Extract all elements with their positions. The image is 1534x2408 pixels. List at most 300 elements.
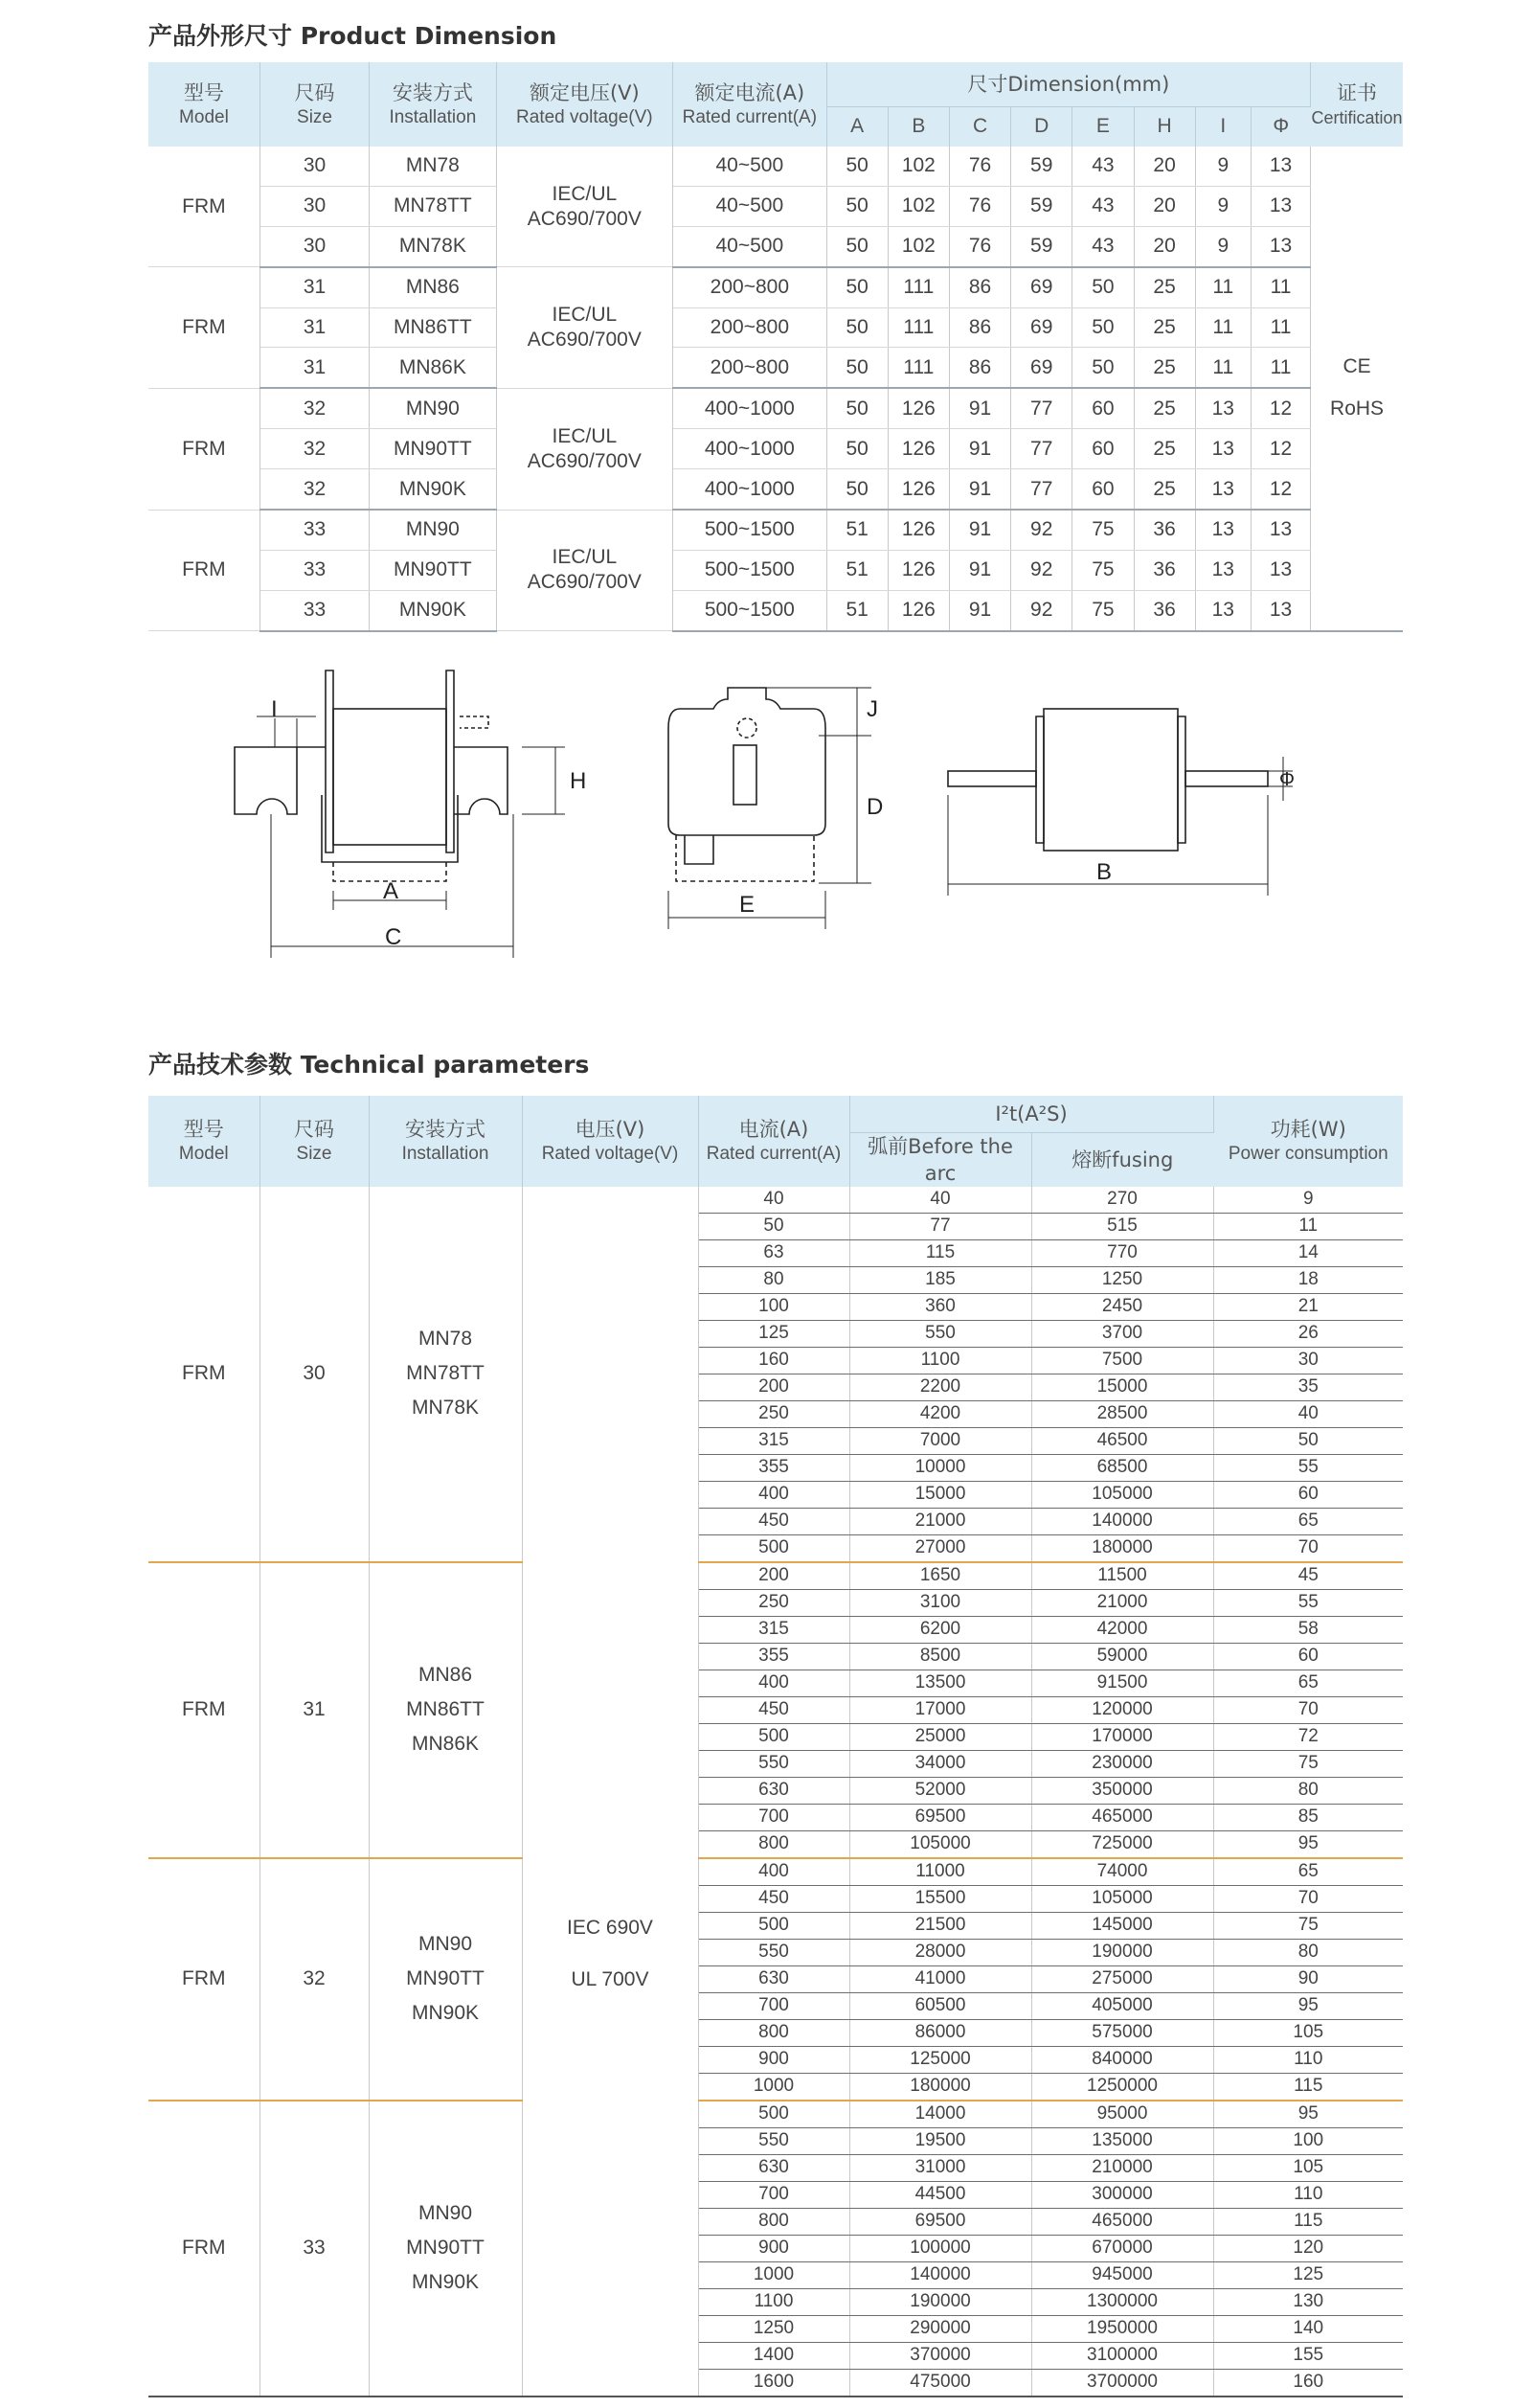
cell-power: 85 [1213,1804,1403,1830]
cell-installation [369,1858,522,2101]
cell-power: 125 [1213,2261,1403,2288]
cell-dimension: 9 [1195,226,1251,266]
tech-col-i2t: I²t(A²S) [849,1096,1213,1132]
cell-current: 800 [698,2019,849,2046]
cell-current: 315 [698,1616,849,1643]
cell-dimension: 11 [1251,348,1310,388]
cell-size: 33 [259,590,369,630]
cell-power: 115 [1213,2208,1403,2235]
cell-before-arc: 105000 [849,1830,1031,1858]
cell-dimension: 36 [1134,590,1195,630]
cell-current: 400 [698,1481,849,1508]
cell-power: 18 [1213,1266,1403,1293]
cell-fusing: 670000 [1031,2235,1213,2261]
cell-power: 55 [1213,1589,1403,1616]
left-flange-left [326,670,333,852]
cell-dimension: 69 [1011,267,1072,307]
cell-before-arc: 60500 [849,1992,1031,2019]
cell-certification [1311,147,1403,631]
cell-fusing: 105000 [1031,1481,1213,1508]
cell-current: 700 [698,1992,849,2019]
cell-before-arc: 180000 [849,2073,1031,2101]
installation-type: MN86K [411,1733,480,1755]
cell-before-arc: 7000 [849,1427,1031,1454]
installation-type: MN86TT [406,1698,485,1720]
cell-model: FRM [148,147,259,267]
cell-power: 55 [1213,1454,1403,1481]
cell-dimension: 50 [826,469,888,510]
cell-dimension: 126 [888,550,949,590]
cell-size: 30 [259,186,369,226]
cell-fusing: 95000 [1031,2101,1213,2128]
voltage-line: AC690/700V [527,207,642,230]
cell-fusing: 515 [1031,1213,1213,1239]
tech-col-size: 尺码 Size [259,1096,369,1187]
cell-before-arc: 125000 [849,2046,1031,2073]
cell-rated-voltage [496,267,673,389]
cell-dimension: 43 [1072,147,1134,186]
cell-installation: MN90K [370,590,496,630]
tech-col-current: 电流(A) Rated current(A) [698,1096,849,1187]
cell-dimension: 102 [888,147,949,186]
cell-size: 33 [259,550,369,590]
table-row [148,147,1403,186]
cell-power: 80 [1213,1777,1403,1804]
cell-dimension: 13 [1195,429,1251,469]
voltage-line: IEC/UL [552,546,618,569]
label-a: A [383,878,399,904]
cell-dimension: 75 [1072,550,1134,590]
cell-rated-current: 500~1500 [673,590,826,630]
cell-current: 500 [698,1534,849,1562]
cell-dimension: 51 [826,510,888,550]
col-dim-i: I [1195,106,1251,147]
cell-dimension: 13 [1251,226,1310,266]
cell-dimension: 91 [949,469,1010,510]
cell-rated-current: 500~1500 [673,510,826,550]
installation-type: MN78TT [406,1362,485,1384]
cell-fusing: 42000 [1031,1616,1213,1643]
cell-current: 550 [698,1750,849,1777]
cell-rated-current: 400~1000 [673,469,826,510]
cell-before-arc: 69500 [849,1804,1031,1830]
cell-before-arc: 44500 [849,2181,1031,2208]
cell-installation: MN90TT [370,429,496,469]
cell-dimension: 50 [826,429,888,469]
cell-dimension: 126 [888,590,949,630]
cell-dimension: 20 [1134,186,1195,226]
cell-current: 630 [698,1777,849,1804]
voltage-line: AC690/700V [527,329,642,351]
col-dim-phi: Φ [1251,106,1310,147]
cell-dimension: 12 [1251,429,1310,469]
cell-power: 95 [1213,1830,1403,1858]
installation-type: MN90TT [406,1967,485,1989]
cell-power: 65 [1213,1670,1403,1696]
cell-current: 1000 [698,2073,849,2101]
cell-dimension: 51 [826,590,888,630]
cell-power: 75 [1213,1750,1403,1777]
cell-dimension: 91 [949,550,1010,590]
cell-fusing: 170000 [1031,1723,1213,1750]
cell-installation: MN90TT [370,550,496,590]
cell-installation: MN90 [370,510,496,550]
cell-dimension: 69 [1011,348,1072,388]
cell-current: 40 [698,1187,849,1214]
cell-fusing: 350000 [1031,1777,1213,1804]
cell-dimension: 12 [1251,469,1310,510]
cell-dimension: 36 [1134,510,1195,550]
cell-model: FRM [148,510,259,631]
cell-installation: MN78K [370,226,496,266]
cell-before-arc: 290000 [849,2315,1031,2342]
col-dim-d: D [1011,106,1072,147]
right-terminal-left [948,771,1036,786]
cell-current: 630 [698,1965,849,1992]
cell-dimension: 126 [888,429,949,469]
cell-dimension: 11 [1195,267,1251,307]
cell-dimension: 75 [1072,510,1134,550]
col-rated-voltage: 额定电压(V) Rated voltage(V) [496,62,673,147]
cell-dimension: 13 [1195,510,1251,550]
cell-power: 72 [1213,1723,1403,1750]
cell-model: FRM [148,1562,259,1858]
cell-size: 30 [259,1187,369,1562]
cell-dimension: 43 [1072,226,1134,266]
cell-power: 14 [1213,1239,1403,1266]
cell-current: 315 [698,1427,849,1454]
cell-current: 550 [698,2127,849,2154]
table-row [148,429,1403,469]
cell-before-arc: 8500 [849,1643,1031,1670]
cell-installation: MN90K [370,469,496,510]
cell-model: FRM [148,1858,259,2101]
cell-power: 65 [1213,1858,1403,1886]
cell-current: 355 [698,1643,849,1670]
voltage-line: IEC/UL [552,182,618,205]
cell-dimension: 13 [1251,186,1310,226]
table-row [148,388,1403,428]
cell-current: 100 [698,1293,849,1320]
cell-current: 450 [698,1696,849,1723]
cell-dimension: 51 [826,550,888,590]
cell-rated-voltage [496,147,673,267]
cell-power: 110 [1213,2046,1403,2073]
cell-power: 120 [1213,2235,1403,2261]
cell-before-arc: 25000 [849,1723,1031,1750]
cell-power: 80 [1213,1939,1403,1965]
cell-power: 105 [1213,2019,1403,2046]
right-body [1044,709,1178,851]
cell-before-arc: 34000 [849,1750,1031,1777]
cell-installation [369,1562,522,1858]
cell-current: 1100 [698,2288,849,2315]
cell-dimension: 77 [1011,469,1072,510]
cell-dimension: 20 [1134,226,1195,266]
cell-before-arc: 6200 [849,1616,1031,1643]
cell-fusing: 3100000 [1031,2342,1213,2369]
col-dim-a: A [826,106,888,147]
cell-rated-current: 400~1000 [673,388,826,428]
cell-fusing: 575000 [1031,2019,1213,2046]
cell-fusing: 3700 [1031,1320,1213,1347]
cell-dimension: 11 [1251,307,1310,348]
cell-power: 70 [1213,1696,1403,1723]
table-row [148,550,1403,590]
cell-rated-voltage [496,388,673,510]
cell-before-arc: 28000 [849,1939,1031,1965]
cell-dimension: 50 [1072,348,1134,388]
col-dimension-group: 尺寸Dimension(mm) [826,62,1311,106]
cell-size: 30 [259,147,369,186]
table-row [148,267,1403,307]
cell-before-arc: 15500 [849,1885,1031,1912]
cell-power: 65 [1213,1508,1403,1534]
cell-dimension: 59 [1011,186,1072,226]
cell-power: 70 [1213,1534,1403,1562]
cell-current: 630 [698,2154,849,2181]
cell-before-arc: 69500 [849,2208,1031,2235]
label-j: J [867,696,878,722]
cell-dimension: 25 [1134,429,1195,469]
cell-power: 105 [1213,2154,1403,2181]
installation-type: MN78K [411,1397,480,1419]
cell-dimension: 126 [888,510,949,550]
cell-dimension: 50 [826,267,888,307]
dimension-section-title: 产品外形尺寸 Product Dimension [148,22,557,50]
cell-dimension: 50 [826,186,888,226]
label-c: C [385,924,402,950]
cell-installation: MN86TT [370,307,496,348]
cell-dimension: 60 [1072,469,1134,510]
table-row [148,469,1403,510]
label-b: B [1096,859,1113,885]
cell-fusing: 120000 [1031,1696,1213,1723]
cell-dimension: 50 [826,348,888,388]
cell-rated-current: 400~1000 [673,429,826,469]
cell-before-arc: 4200 [849,1400,1031,1427]
cell-rated-current: 200~800 [673,348,826,388]
cell-size: 33 [259,2101,369,2397]
cell-before-arc: 370000 [849,2342,1031,2369]
cell-power: 26 [1213,1320,1403,1347]
table-row [148,307,1403,348]
cell-power: 21 [1213,1293,1403,1320]
cell-dimension: 86 [949,267,1010,307]
cell-installation: MN90 [370,388,496,428]
cell-dimension: 92 [1011,590,1072,630]
cell-dimension: 60 [1072,429,1134,469]
cell-fusing: 180000 [1031,1534,1213,1562]
cell-before-arc: 3100 [849,1589,1031,1616]
cell-installation: MN86K [370,348,496,388]
cell-size: 31 [259,1562,369,1858]
cell-fusing: 770 [1031,1239,1213,1266]
cell-dimension: 12 [1251,388,1310,428]
table-row [148,226,1403,266]
cell-dimension: 102 [888,186,949,226]
cell-dimension: 86 [949,307,1010,348]
cell-fusing: 21000 [1031,1589,1213,1616]
cell-fusing: 15000 [1031,1374,1213,1400]
cell-dimension: 76 [949,186,1010,226]
cell-installation [369,2101,522,2397]
cell-current: 450 [698,1885,849,1912]
cell-power: 60 [1213,1481,1403,1508]
installation-type: MN90TT [406,2237,485,2259]
cell-current: 700 [698,1804,849,1830]
col-model: 型号 Model [148,62,259,147]
cell-dimension: 20 [1134,147,1195,186]
installation-type: MN90 [417,1933,473,1955]
cell-before-arc: 140000 [849,2261,1031,2288]
cell-dimension: 92 [1011,510,1072,550]
cell-size: 31 [259,267,369,307]
cell-fusing: 135000 [1031,2127,1213,2154]
cert-ce: CE [1342,355,1371,378]
cell-before-arc: 19500 [849,2127,1031,2154]
cell-dimension: 86 [949,348,1010,388]
cell-fusing: 1950000 [1031,2315,1213,2342]
cell-before-arc: 1650 [849,1562,1031,1590]
cell-rated-voltage [496,510,673,631]
cell-current: 800 [698,1830,849,1858]
table-row [148,1858,1403,1886]
cell-fusing: 230000 [1031,1750,1213,1777]
cell-dimension: 50 [826,226,888,266]
middle-body [668,688,825,835]
cell-before-arc: 190000 [849,2288,1031,2315]
cell-dimension: 76 [949,147,1010,186]
table-row [148,510,1403,550]
cell-before-arc: 2200 [849,1374,1031,1400]
cell-before-arc: 27000 [849,1534,1031,1562]
cell-dimension: 69 [1011,307,1072,348]
cell-power: 130 [1213,2288,1403,2315]
cell-dimension: 13 [1195,550,1251,590]
cell-power: 155 [1213,2342,1403,2369]
installation-type: MN78 [417,1328,473,1350]
cell-fusing: 28500 [1031,1400,1213,1427]
cell-current: 700 [698,2181,849,2208]
cell-fusing: 74000 [1031,1858,1213,1886]
table-row [148,2101,1403,2128]
cell-fusing: 840000 [1031,2046,1213,2073]
voltage-line: IEC/UL [552,424,618,447]
label-i: I [271,696,278,722]
cell-dimension: 13 [1195,469,1251,510]
cell-current: 1400 [698,2342,849,2369]
cell-dimension: 11 [1251,267,1310,307]
cell-dimension: 77 [1011,429,1072,469]
cell-power: 60 [1213,1643,1403,1670]
right-blade [454,747,508,814]
cell-current: 250 [698,1589,849,1616]
cell-current: 50 [698,1213,849,1239]
cell-dimension: 91 [949,510,1010,550]
dimension-table-body [148,147,1403,631]
cell-power: 11 [1213,1213,1403,1239]
cell-power: 50 [1213,1427,1403,1454]
label-e: E [739,892,756,918]
cell-dimension: 50 [1072,307,1134,348]
cell-current: 200 [698,1562,849,1590]
cell-model: FRM [148,388,259,510]
cell-power: 140 [1213,2315,1403,2342]
cell-dimension: 13 [1195,590,1251,630]
cell-fusing: 68500 [1031,1454,1213,1481]
cell-before-arc: 14000 [849,2101,1031,2128]
cell-size: 32 [259,469,369,510]
cell-dimension: 9 [1195,147,1251,186]
cell-dimension: 43 [1072,186,1134,226]
cell-dimension: 25 [1134,267,1195,307]
voltage-line: AC690/700V [527,449,642,472]
cell-current: 1600 [698,2369,849,2397]
cell-power: 45 [1213,1562,1403,1590]
installation-type: MN90K [411,2271,480,2293]
col-dim-e: E [1072,106,1134,147]
cell-dimension: 50 [826,388,888,428]
table-row [148,590,1403,630]
cell-dimension: 77 [1011,388,1072,428]
cell-current: 900 [698,2235,849,2261]
cell-before-arc: 31000 [849,2154,1031,2181]
cell-current: 550 [698,1939,849,1965]
cell-power: 75 [1213,1912,1403,1939]
cell-current: 250 [698,1400,849,1427]
tech-col-fusing: 熔断fusing [1031,1132,1213,1187]
cell-rated-current: 40~500 [673,186,826,226]
cell-size: 33 [259,510,369,550]
cell-model: FRM [148,267,259,389]
cell-power: 115 [1213,2073,1403,2101]
cell-dimension: 25 [1134,348,1195,388]
col-dim-b: B [888,106,949,147]
technical-table-body [148,1187,1403,2397]
cell-dimension: 111 [888,267,949,307]
left-body [333,709,446,845]
cell-dimension: 25 [1134,307,1195,348]
tech-col-installation: 安装方式 Installation [369,1096,522,1187]
cell-power: 40 [1213,1400,1403,1427]
cell-dimension: 13 [1251,590,1310,630]
cell-current: 63 [698,1239,849,1266]
tech-col-before-arc: 弧前Before the arc [849,1132,1031,1187]
cell-size: 32 [259,388,369,428]
cell-fusing: 11500 [1031,1562,1213,1590]
cell-dimension: 111 [888,307,949,348]
cell-power: 30 [1213,1347,1403,1374]
cell-installation: MN86 [370,267,496,307]
tech-col-voltage: 电压(V) Rated voltage(V) [522,1096,698,1187]
cell-power: 58 [1213,1616,1403,1643]
technical-table [148,1096,1403,2397]
voltage-line: AC690/700V [527,571,642,594]
cell-model: FRM [148,2101,259,2397]
col-rated-current: 额定电流(A) Rated current(A) [673,62,826,147]
col-certification: 证书 Certification [1311,62,1403,147]
cell-power: 9 [1213,1187,1403,1214]
voltage-iec: IEC 690V [567,1916,653,1939]
cell-power: 100 [1213,2127,1403,2154]
cell-fusing: 2450 [1031,1293,1213,1320]
cell-fusing: 945000 [1031,2261,1213,2288]
left-flange-right [446,670,454,852]
cell-fusing: 145000 [1031,1912,1213,1939]
right-terminal-right [1185,771,1268,786]
cell-fusing: 405000 [1031,1992,1213,2019]
